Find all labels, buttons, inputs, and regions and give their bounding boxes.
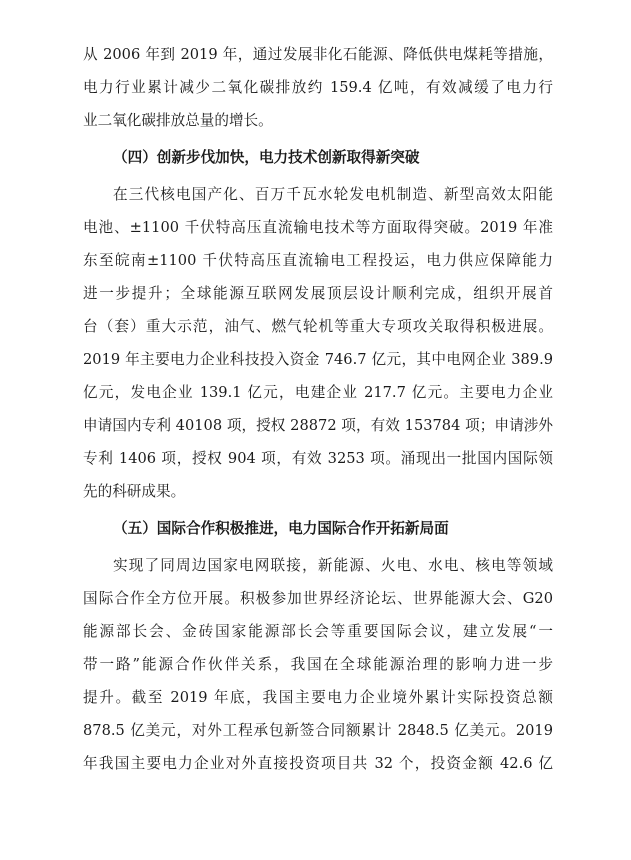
paragraph-line: 2019 年主要电力企业科技投入资金 746.7 亿元，其中电网企业 389.9 (83, 351, 553, 368)
paragraph-line: 年我国主要电力企业对外直接投资项目共 32 个，投资金额 42.6 亿 (83, 755, 553, 772)
paragraph-line: 带一路”能源合作伙伴关系，我国在全球能源治理的影响力进一步 (83, 656, 553, 673)
paragraph-line: 实现了同周边国家电网联接，新能源、火电、水电、核电等领域 (113, 557, 553, 574)
paragraph-line: 台（套）重大示范，油气、燃气轮机等重大专项攻关取得积极进展。 (83, 318, 553, 335)
paragraph-line: 进一步提升；全球能源互联网发展顶层设计顺利完成，组织开展首 (83, 285, 553, 302)
paragraph-line: 电力行业累计减少二氧化碳排放约 159.4 亿吨，有效减缓了电力行 (83, 79, 553, 96)
paragraph-line: 从 2006 年到 2019 年，通过发展非化石能源、降低供电煤耗等措施， (83, 46, 553, 63)
paragraph-line: 国际合作全方位开展。积极参加世界经济论坛、世界能源大会、G20 (83, 590, 553, 607)
paragraph-line: 申请国内专利 40108 项，授权 28872 项，有效 153784 项；申请涉外 (83, 417, 553, 434)
paragraph-line: 提升。截至 2019 年底，我国主要电力企业境外累计实际投资总额 (83, 689, 553, 706)
paragraph-line: 电池、±1100 千伏特高压直流输电技术等方面取得突破。2019 年准 (83, 219, 553, 236)
paragraph-line: 能源部长会、金砖国家能源部长会等重要国际会议，建立发展“一 (83, 623, 553, 640)
paragraph-line: 专利 1406 项，授权 904 项，有效 3253 项。涌现出一批国内国际领 (83, 450, 553, 467)
paragraph-line: 业二氧化碳排放总量的增长。 (83, 112, 273, 129)
paragraph-line: 先的科研成果。 (83, 483, 186, 500)
paragraph-line: 亿元，发电企业 139.1 亿元，电建企业 217.7 亿元。主要电力企业 (83, 384, 553, 401)
paragraph-line: 东至皖南±1100 千伏特高压直流输电工程投运，电力供应保障能力 (83, 252, 553, 269)
paragraph-line: 在三代核电国产化、百万千瓦水轮发电机制造、新型高效太阳能 (113, 186, 553, 203)
section-heading-4: （四）创新步伐加快，电力技术创新取得新突破 (113, 149, 420, 166)
paragraph-line: 878.5 亿美元，对外工程承包新签合同额累计 2848.5 亿美元。2019 (83, 722, 553, 739)
section-heading-5: （五）国际合作积极推进，电力国际合作开拓新局面 (113, 520, 449, 537)
